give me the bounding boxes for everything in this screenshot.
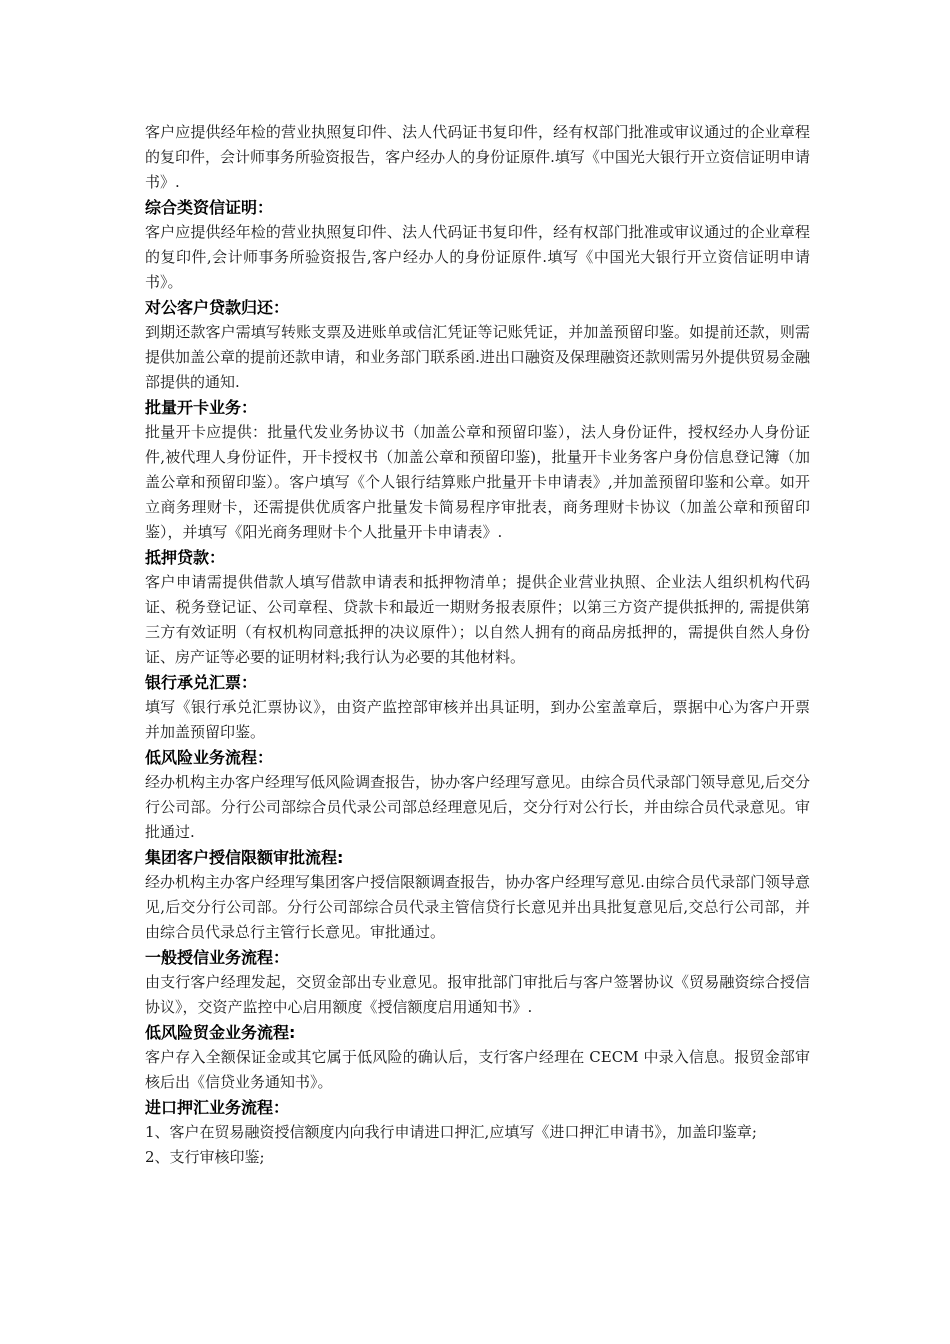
heading-corporate-loan-repayment: 对公客户贷款归还： xyxy=(145,298,290,317)
heading-comprehensive-credit-certificate: 综合类资信证明： xyxy=(145,198,274,217)
heading-low-risk-trade-finance-process: 低风险贸金业务流程: xyxy=(145,1023,296,1042)
paragraph-mortgage-loan: 客户申请需提供借款人填写借款申请表和抵押物清单；提供企业营业执照、企业法人组织机构代码证、税务登记证、公司章程、贷款卡和最近一期财务报表原件；以第三方资产提供抵押的, 需提供第三方有效证明（有权机构同意抵押的决议原件）；以自然人拥有的商品房抵押的，需提供自然人身份证、房产证等必要的证明材料;我行认为必要的其他材料。 xyxy=(145,573,810,666)
paragraph-low-risk-trade-finance-process: 客户存入全额保证金或其它属于低风险的确认后，支行客户经理在 CECM 中录入信息。报贸金部审核后出《信贷业务通知书》。 xyxy=(145,1048,810,1091)
heading-import-bill-advance-process: 进口押汇业务流程： xyxy=(145,1098,290,1117)
paragraph-batch-card-opening: 批量开卡应提供：批量代发业务协议书（加盖公章和预留印鉴），法人身份证件，授权经办人身份证件,被代理人身份证件，开卡授权书（加盖公章和预留印鉴)，批量开卡业务客户身份信息登记簿（加盖公章和预留印鉴）。客户填写《个人银行结算账户批量开卡申请表》,并加盖预留印鉴和公章。如开立商务理财卡，还需提供优质客户批量发卡简易程序审批表，商务理财卡协议（加盖公章和预留印鉴），并填写《阳光商务理财卡个人批量开卡申请表》. xyxy=(145,423,810,541)
heading-mortgage-loan: 抵押贷款： xyxy=(145,548,226,567)
heading-group-credit-limit-process: 集团客户授信限额审批流程: xyxy=(145,848,344,867)
heading-general-credit-process: 一般授信业务流程： xyxy=(145,948,290,967)
paragraph-general-credit-process: 由支行客户经理发起，交贸金部出专业意见。报审批部门审批后与客户签署协议《贸易融资综合授信协议》，交资产监控中心启用额度《授信额度启用通知书》. xyxy=(145,973,810,1016)
heading-batch-card-opening: 批量开卡业务： xyxy=(145,398,258,417)
paragraph-group-credit-limit-process: 经办机构主办客户经理写集团客户授信限额调查报告，协办客户经理写意见.由综合员代录部门领导意见,后交分行公司部。分行公司部综合员代录主管信贷行长意见并出具批复意见后,交总行公司部，并由综合员代录总行主管行长意见。审批通过。 xyxy=(145,873,810,941)
paragraph-low-risk-process: 经办机构主办客户经理写低风险调查报告，协办客户经理写意见。由综合员代录部门领导意见,后交分行公司部。分行公司部综合员代录公司部总经理意见后，交分行对公行长，并由综合员代录意见。审批通过. xyxy=(145,773,810,841)
paragraph-bank-acceptance-bill: 填写《银行承兑汇票协议》，由资产监控部审核并出具证明，到办公室盖章后，票据中心为客户开票并加盖预留印鉴。 xyxy=(145,698,810,741)
heading-low-risk-process: 低风险业务流程： xyxy=(145,748,274,767)
document-page xyxy=(145,120,810,1170)
paragraph-comprehensive-credit-certificate: 客户应提供经年检的营业执照复印件、法人代码证书复印件，经有权部门批准或审议通过的企业章程的复印件,会计师事务所验资报告,客户经办人的身份证原件.填写《中国光大银行开立资信证明申请书》。 xyxy=(145,223,810,291)
paragraph-import-bill-advance-step-2: 2、支行审核印鉴; xyxy=(145,1148,265,1166)
paragraph-import-bill-advance-step-1: 1、客户在贸易融资授信额度内向我行申请进口押汇,应填写《进口押汇申请书》，加盖印鉴章; xyxy=(145,1123,757,1141)
heading-bank-acceptance-bill: 银行承兑汇票： xyxy=(145,673,258,692)
paragraph-credit-certificate-intro: 客户应提供经年检的营业执照复印件、法人代码证书复印件，经有权部门批准或审议通过的企业章程的复印件，会计师事务所验资报告，客户经办人的身份证原件.填写《中国光大银行开立资信证明申请书》. xyxy=(145,123,810,191)
paragraph-corporate-loan-repayment: 到期还款客户需填写转账支票及进账单或信汇凭证等记账凭证，并加盖预留印鉴。如提前还款，则需提供加盖公章的提前还款申请，和业务部门联系函.进出口融资及保理融资还款则需另外提供贸易金融部提供的通知. xyxy=(145,323,810,391)
